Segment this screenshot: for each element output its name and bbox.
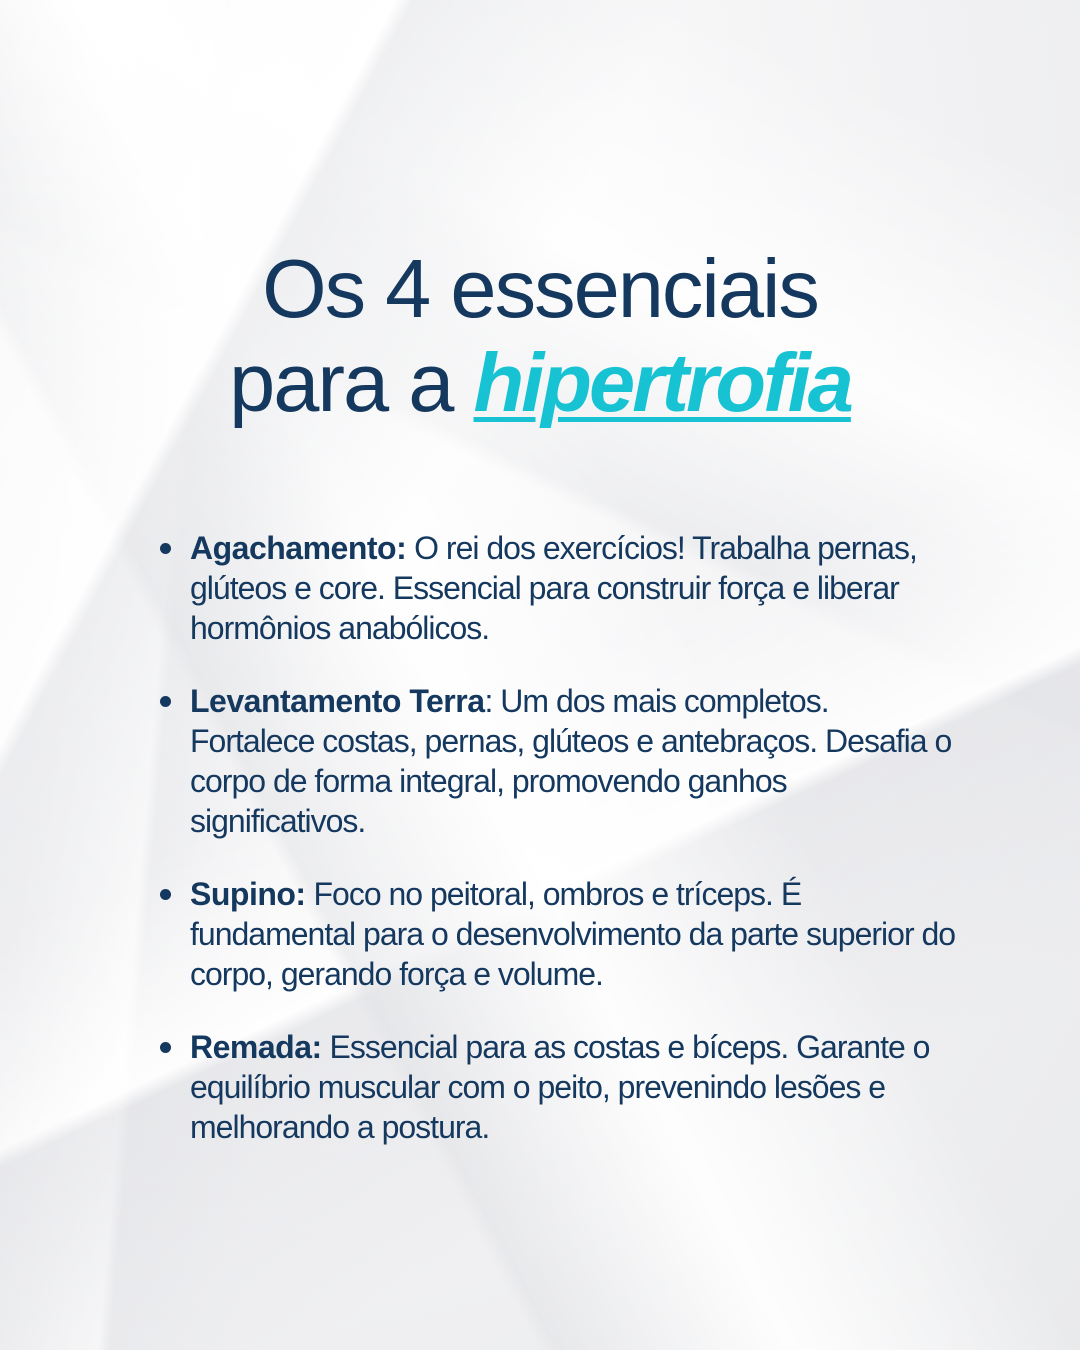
list-item-levantamento-terra <box>160 681 960 841</box>
list-item-remada <box>160 1027 960 1147</box>
page-title <box>0 242 1080 430</box>
bullet-icon <box>160 696 171 707</box>
list-item-agachamento <box>160 528 960 648</box>
item-text: : Um dos mais completos. Fortalece costas, pernas, glúteos e antebraços. Desafia o corpo de forma integral, promovendo ganhos significativos. <box>190 683 952 839</box>
item-term: Levantamento Terra <box>190 683 485 719</box>
list-item-supino <box>160 874 960 994</box>
exercise-list <box>160 528 960 1180</box>
item-text: Foco no peitoral, ombros e tríceps. É fundamental para o desenvolvimento da parte superior do corpo, gerando força e volume. <box>190 876 956 992</box>
item-term: Supino: <box>190 876 306 912</box>
bullet-icon <box>160 889 171 900</box>
title-line-2 <box>0 336 1080 430</box>
item-term: Agachamento: <box>190 530 407 566</box>
title-highlight: hipertrofia <box>473 336 851 429</box>
bullet-icon <box>160 1042 171 1053</box>
bullet-icon <box>160 543 171 554</box>
item-text: O rei dos exercícios! Trabalha pernas, glúteos e core. Essencial para construir força e liberar hormônios anabólicos. <box>190 530 917 646</box>
item-text: Essencial para as costas e bíceps. Garante o equilíbrio muscular com o peito, prevenindo lesões e melhorando a postura. <box>190 1029 930 1145</box>
item-term: Remada: <box>190 1029 322 1065</box>
title-line-2-prefix: para a <box>229 336 474 429</box>
title-line-1: Os 4 essenciais <box>262 242 818 335</box>
